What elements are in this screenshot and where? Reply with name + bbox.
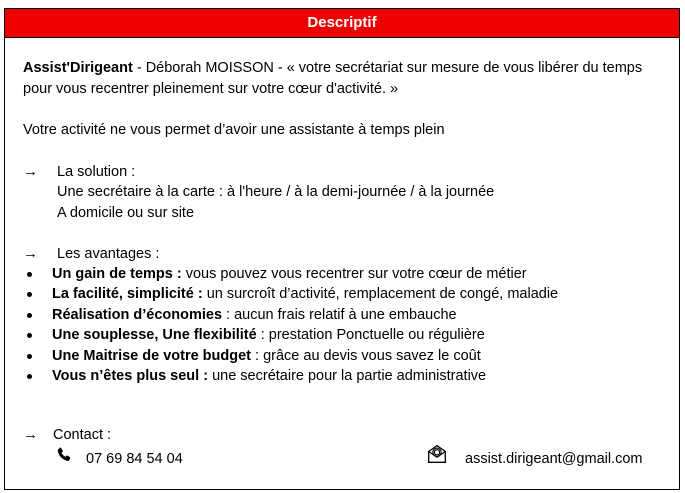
contact-title: Contact : <box>53 427 112 443</box>
phone-icon <box>55 446 73 464</box>
avantage-item <box>52 346 481 366</box>
avantage-bold: Réalisation d’économies <box>52 306 223 323</box>
bullet-icon <box>27 374 32 379</box>
avantage-item <box>52 305 457 325</box>
panel-header <box>5 9 679 38</box>
avantage-bold: Une souplesse, Une flexibilité <box>52 327 257 344</box>
avantage-text: une secrétaire pour la partie administrative <box>208 368 487 384</box>
bullet-icon <box>27 354 32 359</box>
arrow-icon: → <box>23 426 38 443</box>
intro-line-1-rest: - Déborah MOISSON - « votre secrétariat sur mesure de vous libérer du temps <box>132 60 643 76</box>
avantage-item <box>52 325 485 345</box>
avantage-bold: Un gain de temps : <box>52 266 182 282</box>
intro-line-1 <box>23 58 642 78</box>
intro-line-2: pour vous recentrer pleinement sur votre cœur d'activité. » <box>23 81 399 97</box>
avantage-item <box>52 264 527 284</box>
avantage-text: un surcroît d’activité, remplacement de congé, maladie <box>202 286 559 303</box>
statement: Votre activité ne vous permet d’avoir une assistante à temps plein <box>23 122 445 138</box>
solution-line-1: Une secrétaire à la carte : à l'heure / à la demi-journée / à la journée <box>57 184 495 200</box>
avantage-item <box>52 366 486 386</box>
arrow-icon: → <box>23 245 38 262</box>
avantage-text: : prestation Ponctuelle ou régulière <box>256 327 485 344</box>
solution-title: La solution : <box>57 164 136 180</box>
email-address[interactable]: assist.dirigeant@gmail.com <box>465 451 643 467</box>
solution-line-2: A domicile ou sur site <box>57 205 195 221</box>
avantage-bold: Une Maitrise de votre budget <box>52 347 252 364</box>
avantage-bold: Vous n’êtes plus seul : <box>52 368 209 384</box>
bullet-icon <box>27 313 32 318</box>
avantage-text: : aucun frais relatif à une embauche <box>222 306 457 323</box>
envelope-at-icon <box>427 444 447 464</box>
arrow-icon: → <box>23 163 38 180</box>
bullet-icon <box>27 272 32 277</box>
avantage-text: vous pouvez vous recentrer sur votre cœur de métier <box>181 266 527 282</box>
avantage-bold: La facilité, simplicité : <box>52 286 203 303</box>
avantage-item <box>52 284 558 304</box>
panel-title: Descriptif <box>307 14 377 31</box>
avantages-title: Les avantages : <box>57 246 160 262</box>
brand-name: Assist'Dirigeant <box>23 60 133 76</box>
avantage-text: : grâce au devis vous savez le coût <box>251 347 481 364</box>
phone-number[interactable]: 07 69 84 54 04 <box>86 451 183 467</box>
